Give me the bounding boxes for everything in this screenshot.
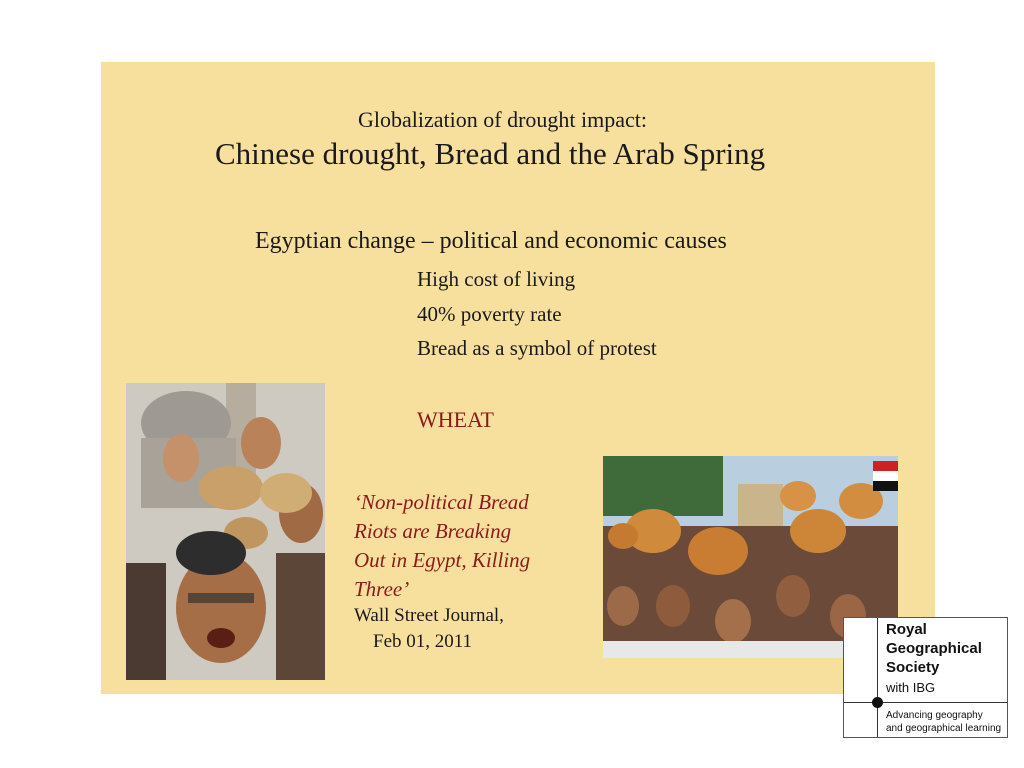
- keyword-wheat: WHEAT: [417, 407, 494, 432]
- news-quote: ‘Non-political Bread Riots are Breaking Out in Egypt, Killing Three’: [354, 490, 531, 601]
- logo-vertical-line: [877, 618, 878, 737]
- logo-tagline: Advancing geography and geographical learning: [886, 710, 1002, 734]
- logo-horizontal-line: [844, 702, 1007, 703]
- logo-with-ibg: with IBG: [886, 680, 936, 695]
- section-heading: Egyptian change – political and economic causes: [255, 228, 727, 254]
- quote-source: Wall Street Journal, Feb 01, 2011: [354, 605, 504, 652]
- rgs-logo: [843, 617, 1008, 738]
- protest-photo-left: [126, 383, 325, 680]
- bullet-item: Bread as a symbol of protest: [417, 336, 657, 360]
- logo-dot: [872, 697, 883, 708]
- logo-name: Royal Geographical Society: [886, 621, 982, 676]
- slide-title: Chinese drought, Bread and the Arab Spring: [215, 136, 766, 171]
- slide-subtitle: Globalization of drought impact:: [358, 107, 647, 132]
- bullet-item: High cost of living: [417, 267, 576, 291]
- bullet-item: 40% poverty rate: [417, 302, 562, 326]
